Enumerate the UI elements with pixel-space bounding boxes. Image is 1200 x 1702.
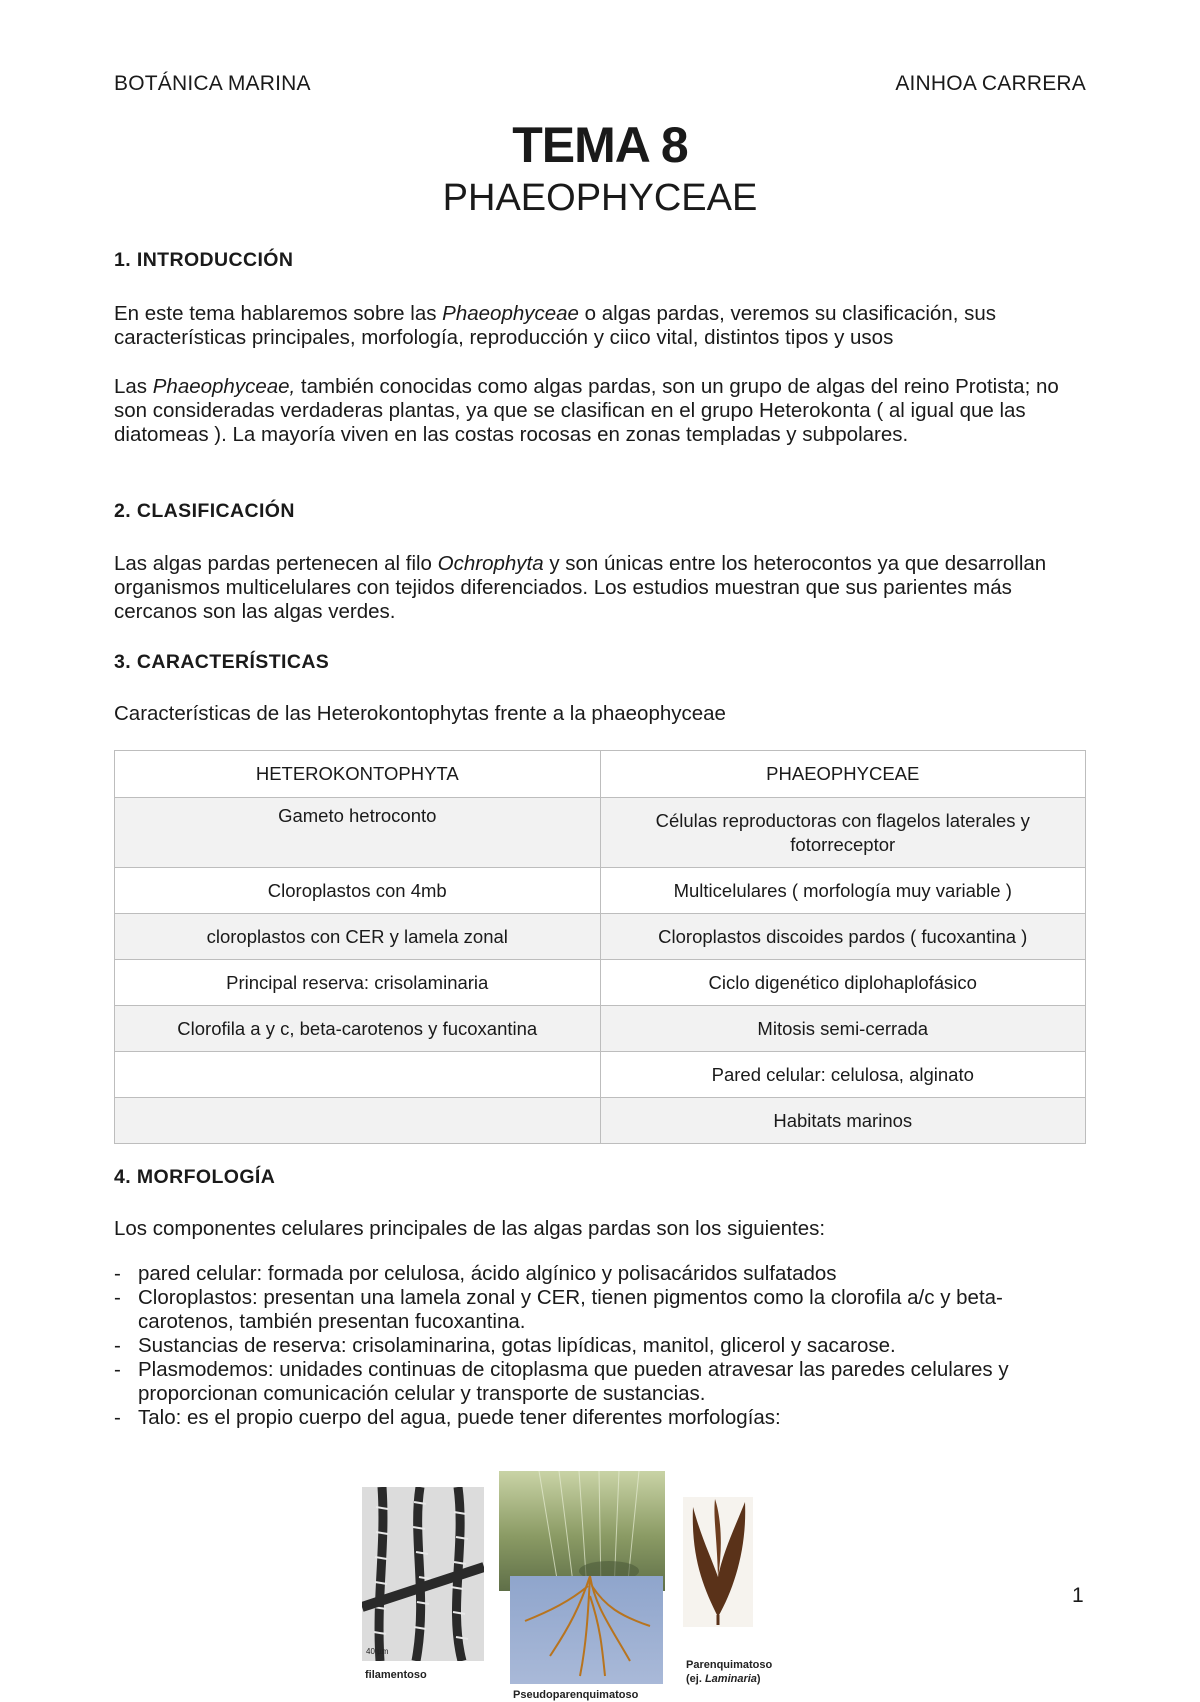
table-cell: Cloroplastos discoides pardos ( fucoxantina ) bbox=[600, 914, 1086, 960]
table-cell: Principal reserva: crisolaminaria bbox=[115, 960, 601, 1006]
table-cell: Habitats marinos bbox=[600, 1098, 1086, 1144]
laminaria-illustration bbox=[683, 1497, 753, 1627]
list-item: - pared celular: formada por celulosa, ácido algínico y polisacáridos sulfatados bbox=[114, 1262, 837, 1285]
table-row bbox=[115, 798, 1086, 868]
list-item: - Cloroplastos: presentan una lamela zonal y CER, tienen pigmentos como la clorofila a/c y beta-carotenos, también presentan fucoxantina. bbox=[114, 1286, 1003, 1333]
list-item: - Talo: es el propio cuerpo del agua, puede tener diferentes morfologías: bbox=[114, 1406, 781, 1429]
table-row bbox=[115, 868, 1086, 914]
caption-filamentoso: filamentoso bbox=[365, 1669, 427, 1681]
table-cell: Gameto hetroconto bbox=[115, 798, 601, 868]
caption-pseudoparenquimatoso: Pseudoparenquimatoso bbox=[513, 1689, 639, 1701]
paragraph-morfologia: Los componentes celulares principales de las algas pardas son los siguientes: bbox=[114, 1217, 826, 1240]
table-cell: Multicelulares ( morfología muy variable ) bbox=[600, 868, 1086, 914]
parenchymatous-image bbox=[683, 1497, 753, 1627]
table-row bbox=[115, 914, 1086, 960]
pseudoparenchymatous-bottom-image bbox=[510, 1576, 663, 1684]
page-title: TEMA 8 bbox=[512, 117, 688, 173]
table-row bbox=[115, 960, 1086, 1006]
header-author: AINHOA CARRERA bbox=[895, 72, 1086, 95]
table-cell: cloroplastos con CER y lamela zonal bbox=[115, 914, 601, 960]
table-cell bbox=[115, 1052, 601, 1098]
section-heading-intro: 1. INTRODUCCIÓN bbox=[114, 249, 294, 271]
table-row bbox=[115, 1006, 1086, 1052]
filamentous-algae-illustration bbox=[362, 1487, 484, 1661]
table-row bbox=[115, 1052, 1086, 1098]
list-item: - Plasmodemos: unidades continuas de citoplasma que pueden atravesar las paredes celulares y proporcionan comunicación celular y transporte de sustancias. bbox=[114, 1358, 1009, 1405]
table-header-cell: HETEROKONTOPHYTA bbox=[115, 751, 601, 798]
root-filaments-illustration bbox=[510, 1576, 663, 1684]
pseudoparenchymatous-top-image bbox=[499, 1471, 665, 1591]
section-heading-clasificacion: 2. CLASIFICACIÓN bbox=[114, 500, 295, 522]
table-cell: Ciclo digenético diplohaplofásico bbox=[600, 960, 1086, 1006]
algae-strands-illustration bbox=[499, 1471, 665, 1591]
filamentous-algae-image bbox=[362, 1487, 484, 1661]
section-heading-caracteristicas: 3. CARACTERÍSTICAS bbox=[114, 651, 330, 673]
table-header-row bbox=[115, 751, 1086, 798]
component-list bbox=[114, 1262, 1094, 1430]
page-number: 1 bbox=[1072, 1584, 1084, 1607]
caption-parenquimatoso: Parenquimatoso (ej. Laminaria) bbox=[686, 1659, 773, 1685]
paragraph-clasificacion: Las algas pardas pertenecen al filo Ochrophyta y son únicas entre los heterocontos ya que desarrollan organismos multicelulares con tejidos diferenciados. Los estudios muestran que sus parientes más cercanos son las algas verdes. bbox=[114, 552, 1047, 623]
table-row bbox=[115, 1098, 1086, 1144]
scale-label: 40 µm bbox=[366, 1647, 389, 1656]
table-cell: Células reproductoras con flagelos laterales y fotorreceptor bbox=[600, 798, 1086, 868]
list-item: - Sustancias de reserva: crisolaminarina, gotas lipídicas, manitol, glicerol y sacarose. bbox=[114, 1334, 896, 1357]
table-cell: Pared celular: celulosa, alginato bbox=[600, 1052, 1086, 1098]
paragraph-intro-2: Las Phaeophyceae, también conocidas como algas pardas, son un grupo de algas del reino Protista; no son consideradas verdaderas plantas, ya que se clasifican en el grupo Heterokonta ( al igual que las diatomeas ). La mayoría viven en las costas rocosas en zonas templadas y subpolares. bbox=[114, 375, 1059, 446]
table-cell: Clorofila a y c, beta-carotenos y fucoxantina bbox=[115, 1006, 601, 1052]
paragraph-caracteristicas: Características de las Heterokontophytas frente a la phaeophyceae bbox=[114, 702, 726, 725]
page-subtitle: PHAEOPHYCEAE bbox=[442, 177, 758, 219]
section-heading-morfologia: 4. MORFOLOGÍA bbox=[114, 1166, 276, 1188]
table-cell bbox=[115, 1098, 601, 1144]
header-course: BOTÁNICA MARINA bbox=[114, 72, 311, 95]
table-header-cell: PHAEOPHYCEAE bbox=[600, 751, 1086, 798]
paragraph-intro-1: En este tema hablaremos sobre las Phaeophyceae o algas pardas, veremos su clasificación, sus características principales, morfología, reproducción y ciico vital, distintos tipos y usos bbox=[114, 302, 996, 349]
table-cell: Cloroplastos con 4mb bbox=[115, 868, 601, 914]
comparison-table bbox=[114, 750, 1086, 1144]
table-cell: Mitosis semi-cerrada bbox=[600, 1006, 1086, 1052]
